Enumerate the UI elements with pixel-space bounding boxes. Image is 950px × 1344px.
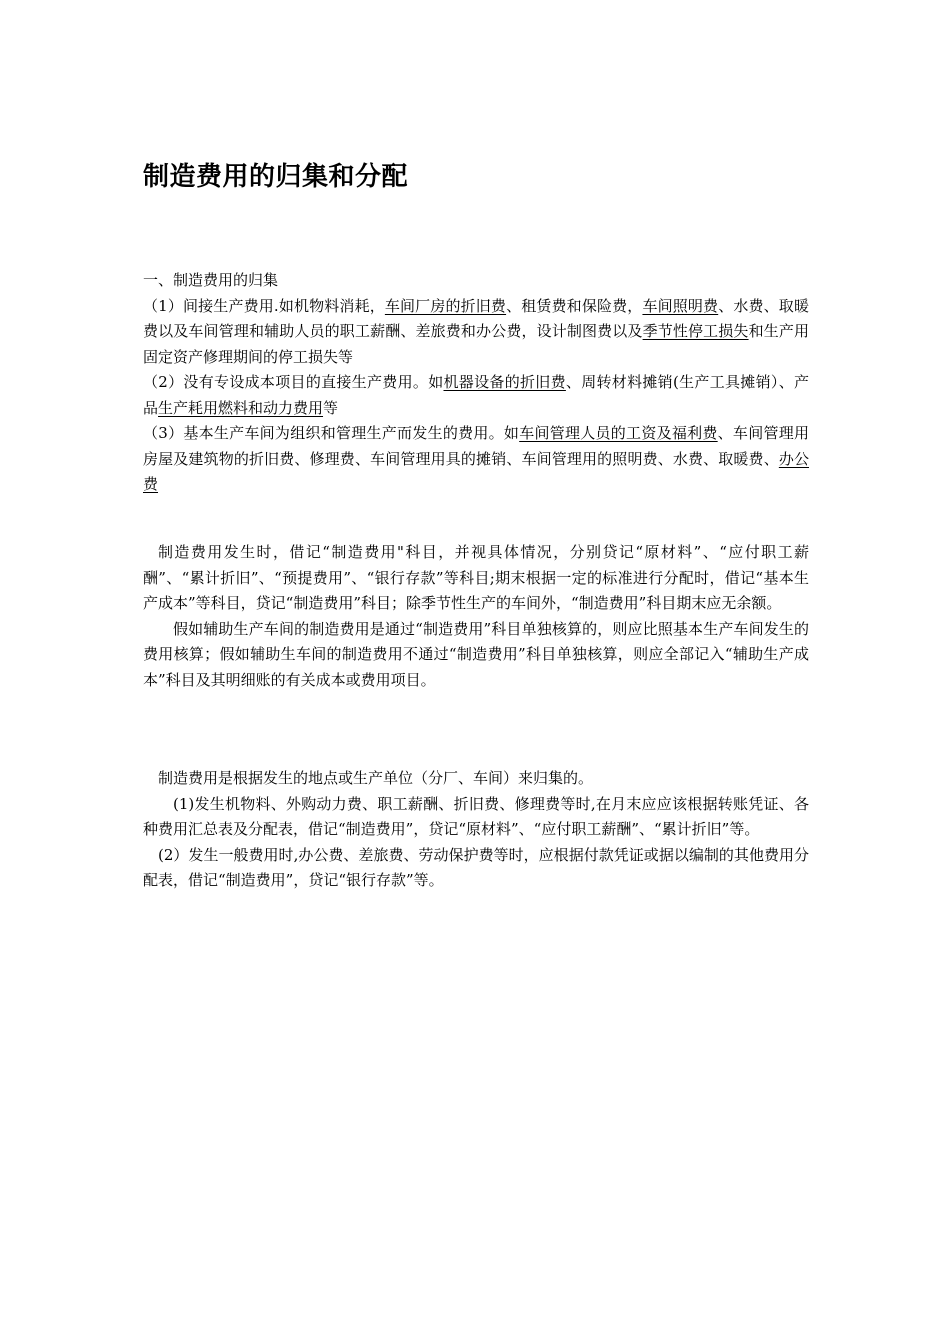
document-title: 制造费用的归集和分配 <box>143 162 409 192</box>
section-collection-basis <box>143 766 809 894</box>
section-heading: 一、制造费用的归集 <box>143 271 279 289</box>
paragraph: (1)发生机物料、外购动力费、职工薪酬、折旧费、修理费等时,在月末应应该根据转账凭证、各种费用汇总表及分配表，借记“制造费用”，贷记“原材料”、“应付职工薪酬”、“累计折旧”等。 <box>143 794 809 838</box>
paragraph: 假如辅助生产车间的制造费用是通过“制造费用”科目单独核算的，则应比照基本生产车间发生的费用核算；假如辅助生车间的制造费用不通过“制造费用”科目单独核算，则应全部记入“辅助生产成本”科目及其明细账的有关成本或费用项目。 <box>143 619 809 689</box>
section-accounting-entries <box>143 540 809 693</box>
text-run: 和生产用固定资产修理期间的停工损失等 <box>143 322 809 366</box>
list-item-indirect-costs <box>143 294 809 371</box>
underlined-term: 季节性停工损失 <box>642 322 749 340</box>
text-run: （2）没有专设成本项目的直接生产费用。如 <box>143 373 444 391</box>
section-collection <box>143 268 809 498</box>
underlined-term: 车间管理人员的工资及福利费 <box>519 424 718 442</box>
list-item-workshop-costs <box>143 421 809 498</box>
underlined-term: 机器设备的折旧费 <box>443 373 566 391</box>
text-run: 、水费、取暖费以及车间管理和辅助人员的职工薪酬、差旅费和办公费，设计制图费以及 <box>143 296 809 340</box>
underlined-term: 生产耗用燃料和动力费用 <box>158 398 324 417</box>
text-run: 等 <box>323 398 339 417</box>
text-run: 、租赁费和保险费， <box>506 296 643 315</box>
text-run: （3）基本生产车间为组织和管理生产而发生的费用。如 <box>143 424 520 442</box>
paragraph: 制造费用是根据发生的地点或生产单位（分厂、车间）来归集的。 <box>158 769 594 787</box>
text-run: （1）间接生产费用.如机物料消耗， <box>143 296 385 315</box>
paragraph: 制造费用发生时，借记“制造费用"科目，并视具体情况，分别贷记“原材料”、“应付职工薪酬”、“累计折旧”、“预提费用”、“银行存款”等科目;期末根据一定的标准进行分配时，借记“基本生产成本”等科目，贷记“制造费用”科目；除季节性生产的车间外，“制造费用”科目期末应无余额。 <box>143 543 809 612</box>
paragraph: (2）发生一般费用时,办公费、差旅费、劳动保护费等时，应根据付款凭证或据以编制的其他费用分配表，借记“制造费用”，贷记“银行存款”等。 <box>143 845 809 889</box>
underlined-term: 车间厂房的折旧费 <box>384 296 507 315</box>
text-run: 、车间管理用房屋及建筑物的折旧费、修理费、车间管理用具的摊销、车间管理用的照明费、水费、取暖费、 <box>143 424 809 468</box>
list-item-direct-costs <box>143 370 809 421</box>
text-run: 、周转材料摊销(生产工具摊销）、产品 <box>143 373 810 417</box>
underlined-term: 办公费 <box>143 449 809 493</box>
underlined-term: 车间照明费 <box>642 296 719 315</box>
